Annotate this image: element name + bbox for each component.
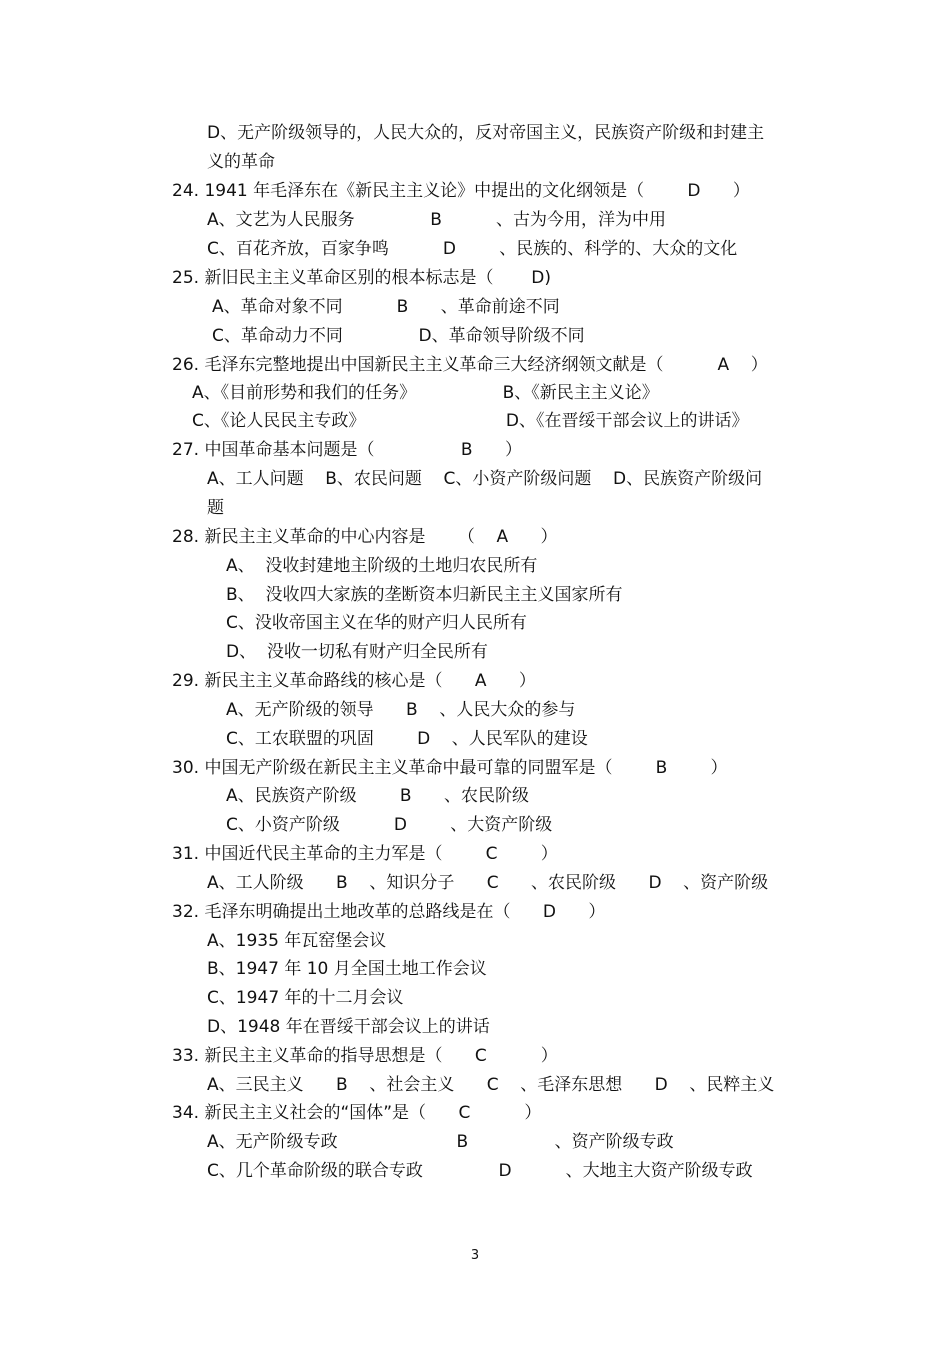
text-line: C、《论人民民主专政》 D、《在晋绥干部会议上的讲话》: [192, 411, 749, 431]
text-line: C、小资产阶级 D 、大资产阶级: [226, 815, 553, 835]
text-line: C、百花齐放，百家争鸣 D 、民族的、科学的、大众的文化: [207, 239, 738, 259]
text-line: A、文艺为人民服务 B 、古为今用，洋为中用: [207, 210, 666, 230]
text-line: B、1947 年 10 月全国土地工作会议: [207, 959, 487, 979]
text-line: D、1948 年在晋绥干部会议上的讲话: [207, 1017, 490, 1037]
question-25: 25. 新旧民主主义革命区别的根本标志是（ D): [172, 268, 551, 288]
text-line: A、 没收封建地主阶级的土地归农民所有: [226, 556, 538, 576]
text-line: A、工人阶级 B 、知识分子 C 、农民阶级 D 、资产阶级: [207, 873, 769, 893]
question-29: 29. 新民主主义革命路线的核心是（ A ）: [172, 671, 536, 691]
text-line: A、革命对象不同 B 、革命前途不同: [212, 297, 560, 317]
question-33: 33. 新民主主义革命的指导思想是（ C ）: [172, 1046, 558, 1066]
text-line: C、工农联盟的巩固 D 、人民军队的建设: [226, 729, 588, 749]
text-line: D、无产阶级领导的，人民大众的，反对帝国主义，民族资产阶级和封建主: [207, 123, 765, 143]
text-line: A、无产阶级的领导 B 、人民大众的参与: [226, 700, 576, 720]
text-line: 义的革命: [207, 152, 275, 172]
question-24: 24. 1941 年毛泽东在《新民主主义论》中提出的文化纲领是（ D ）: [172, 181, 750, 201]
question-27: 27. 中国革命基本问题是（ B ）: [172, 440, 522, 460]
question-28: 28. 新民主主义革命的中心内容是 （ A ）: [172, 527, 558, 547]
question-30: 30. 中国无产阶级在新民主主义革命中最可靠的同盟军是（ B ）: [172, 758, 728, 778]
text-line: C、没收帝国主义在华的财产归人民所有: [226, 613, 527, 633]
text-line: A、无产阶级专政 B 、资产阶级专政: [207, 1132, 674, 1152]
text-line: C、1947 年的十二月会议: [207, 988, 404, 1008]
text-line: D、 没收一切私有财产归全民所有: [226, 642, 488, 662]
text-line: B、 没收四大家族的垄断资本归新民主主义国家所有: [226, 585, 623, 605]
question-31: 31. 中国近代民主革命的主力军是（ C ）: [172, 844, 558, 864]
question-32: 32. 毛泽东明确提出土地改革的总路线是在（ D ）: [172, 902, 606, 922]
text-line: 题: [207, 498, 224, 518]
text-line: C、革命动力不同 D、革命领导阶级不同: [212, 326, 585, 346]
text-line: C、几个革命阶级的联合专政 D 、大地主大资产阶级专政: [207, 1161, 753, 1181]
question-26: 26. 毛泽东完整地提出中国新民主主义革命三大经济纲领文献是（ A ）: [172, 355, 768, 375]
text-line: A、三民主义 B 、社会主义 C 、毛泽东思想 D 、民粹主义: [207, 1075, 775, 1095]
question-34: 34. 新民主主义社会的“国体”是（ C ）: [172, 1103, 542, 1123]
page-number: 3: [470, 1248, 480, 1263]
text-line: A、《目前形势和我们的任务》 B、《新民主主义论》: [192, 383, 659, 403]
text-line: A、1935 年瓦窑堡会议: [207, 931, 387, 951]
text-line: A、民族资产阶级 B 、农民阶级: [226, 786, 529, 806]
text-line: A、工人问题 B、农民问题 C、小资产阶级问题 D、民族资产阶级问: [207, 469, 763, 489]
